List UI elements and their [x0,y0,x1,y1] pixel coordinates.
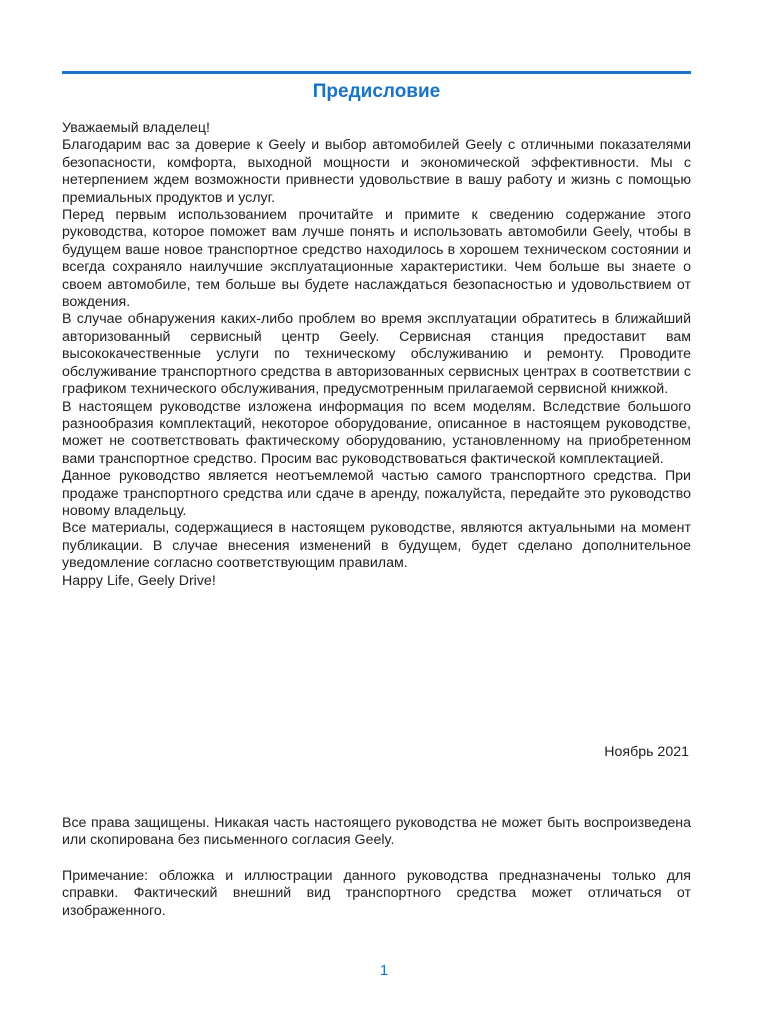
greeting-paragraph: Уважаемый владелец! [62,120,210,136]
illustration-note: Примечание: обложка и иллюстрации данного руководства предназначены только для справки. Фактический внешний вид транспортного средства может отличаться от изображенного. [62,868,691,919]
read-manual-paragraph: Перед первым использованием прочитайте и примите к сведению содержание этого руководства, которое поможет вам лучше понять и использовать автомобили Geely, чтобы в будущем ваше новое транспортное средство находилось в хорошем техническом состоянии и всегда сохраняло наилучшие эксплуатационные характеристики. Чем больше вы знаете о своем автомобиле, тем больше вы будете наслаждаться безопасностью и удовольствием от вождения. [62,207,691,311]
preface-body [62,120,691,590]
publication-date: Ноябрь 2021 [604,744,689,760]
rights-notice: Все права защищены. Никакая часть настоящего руководства не может быть воспроизведена или скопирована без письменного согласия Geely. [62,815,691,849]
thanks-paragraph: Благодарим вас за доверие к Geely и выбор автомобилей Geely с отличными показателями безопасности, комфорта, выходной мощности и экономической эффективности. Мы с нетерпением ждем возможности привнести удовольствие в вашу работу и жизнь с помощью премиальных продуктов и услуг. [62,137,691,206]
ownership-paragraph: Данное руководство является неотъемлемой частью самого транспортного средства. При продаже транспортного средства или сдаче в аренду, пожалуйста, передайте это руководство новому владельцу. [62,468,691,519]
slogan-paragraph: Happy Life, Geely Drive! [62,572,216,589]
header-rule [62,71,691,74]
service-center-paragraph: В случае обнаружения каких-либо проблем во время эксплуатации обратитесь в ближайший авторизованный сервисный центр Geely. Сервисная станция предоставит вам высококачественные услуги по техническому обслуживанию и ремонту. Проводите обслуживание транспортного средства в авторизованных сервисных центрах в соответствии с графиком технического обслуживания, предусмотренным прилагаемой сервисной книжкой. [62,311,691,398]
equipment-paragraph: В настоящем руководстве изложена информация по всем моделям. Вследствие большого разнообразия комплектаций, некоторое оборудование, описанное в настоящем руководстве, может не соответствовать фактическому оборудованию, установленному на приобретенном вами транспортное средство. Просим вас руководствоваться фактической комплектацией. [62,398,691,467]
updates-paragraph: Все материалы, содержащиеся в настоящем руководстве, являются актуальными на момент публикации. В случае внесения изменений в будущем, будет сделано дополнительное уведомление согласно соответствующим правилам. [62,520,691,572]
page-title: Предисловие [312,81,441,102]
page-number: 1 [379,962,389,979]
